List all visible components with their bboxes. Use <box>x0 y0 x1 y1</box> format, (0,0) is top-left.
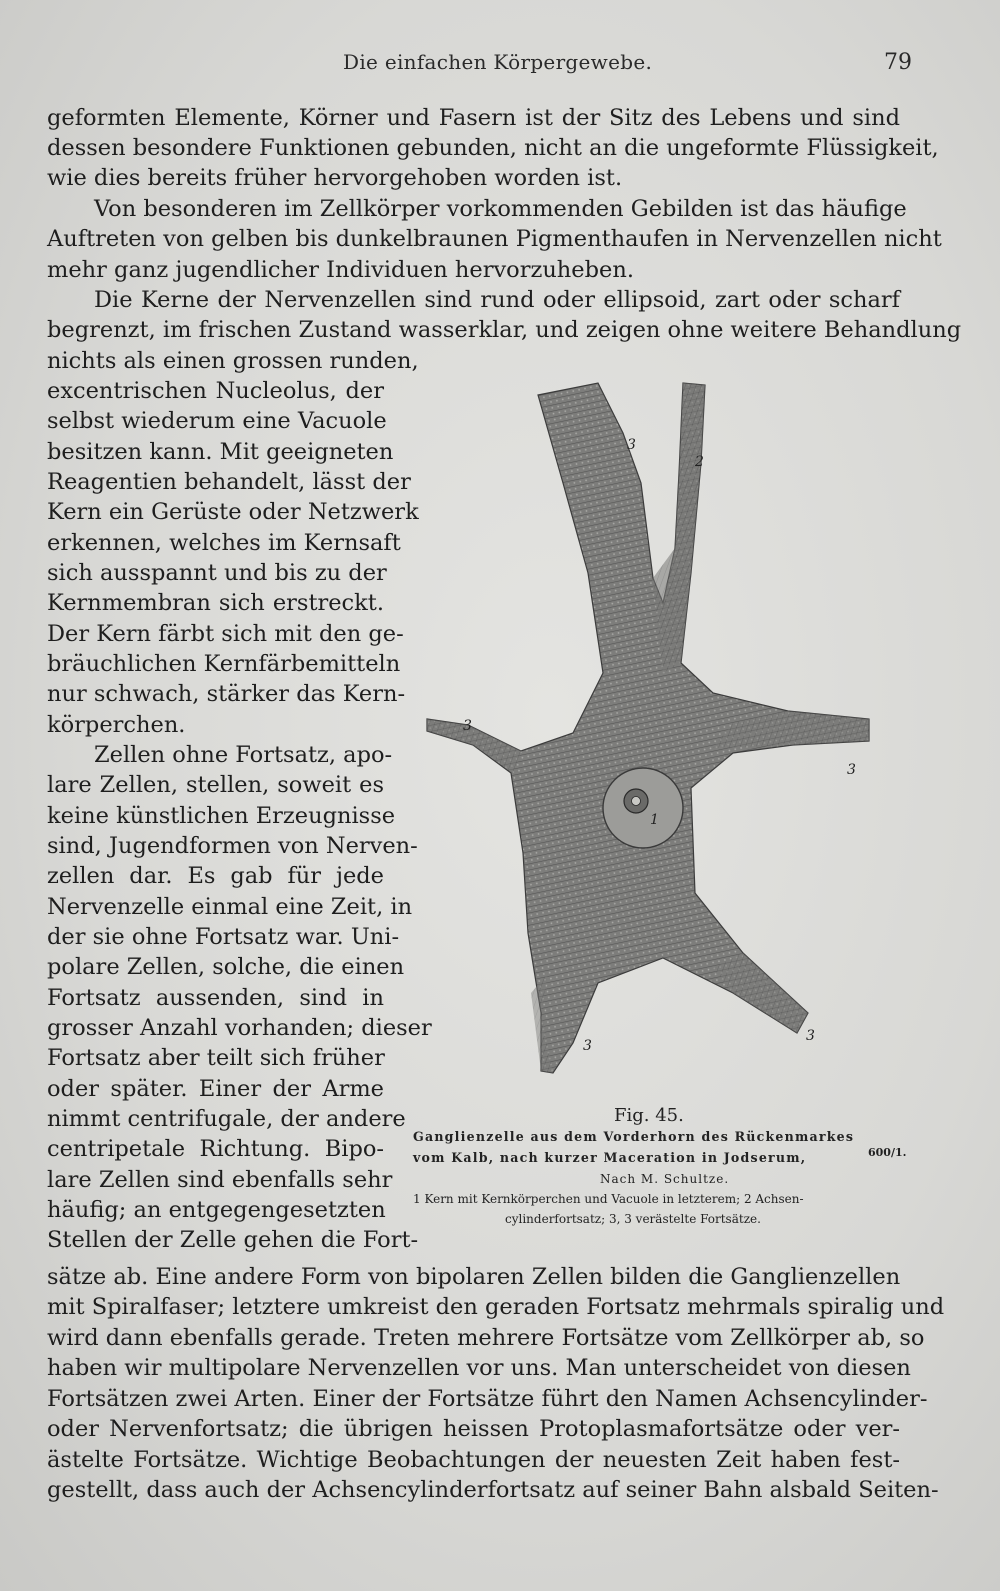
side-line: nichts als einen grossen runden, <box>47 348 419 374</box>
body-line: dessen besondere Funktionen gebunden, nicht an die ungeformte Flüssigkeit, <box>47 135 939 161</box>
body-line: wird dann ebenfalls gerade. Treten mehrere Fortsätze vom Zellkörper ab, so <box>47 1325 925 1351</box>
side-line: nur schwach, stärker das Kern- <box>47 681 406 707</box>
figure-caption-line: vom Kalb, nach kurzer Maceration in Jodserum, <box>413 1150 807 1165</box>
side-line: sind, Jugendformen von Nerven- <box>47 833 418 859</box>
body-line: Von besonderen im Zellkörper vorkommenden Gebilden ist das häufige <box>94 196 907 222</box>
side-line: oder später. Einer der Arme <box>47 1076 384 1102</box>
body-line: Die Kerne der Nervenzellen sind rund oder ellipsoid, zart oder scharf <box>94 287 900 313</box>
side-line: Nervenzelle einmal eine Zeit, in <box>47 894 413 920</box>
figure-magnification: 600/1. <box>868 1146 907 1159</box>
side-line: polare Zellen, solche, die einen <box>47 954 405 980</box>
side-line: keine künstlichen Erzeugnisse <box>47 803 396 829</box>
body-line: ästelte Fortsätze. Wichtige Beobachtungen der neuesten Zeit haben fest- <box>47 1447 900 1473</box>
body-line: wie dies bereits früher hervorgehoben worden ist. <box>47 165 623 191</box>
side-line: Der Kern färbt sich mit den ge- <box>47 621 404 647</box>
side-line: nimmt centrifugale, der andere <box>47 1106 406 1132</box>
side-line: der sie ohne Fortsatz war. Uni- <box>47 924 400 950</box>
figure-number: Fig. 45. <box>614 1105 684 1126</box>
side-line: excentrischen Nucleolus, der <box>47 378 384 404</box>
figure-label-branch-left: 3 <box>463 718 472 734</box>
side-line: Fortsatz aussenden, sind in <box>47 985 384 1011</box>
side-line: Fortsatz aber teilt sich früher <box>47 1045 385 1071</box>
side-line: grosser Anzahl vorhanden; dieser <box>47 1015 432 1041</box>
figure-label-branch-bottom-right: 3 <box>806 1028 815 1044</box>
figure-label-branch-right: 3 <box>847 762 856 778</box>
side-line: Kern ein Gerüste oder Netzwerk <box>47 499 419 525</box>
body-line: begrenzt, im frischen Zustand wasserklar, und zeigen ohne weitere Behandlung <box>47 317 962 343</box>
figure-label-nucleus: 1 <box>650 812 659 828</box>
figure-label-branch-top: 3 <box>627 437 636 453</box>
body-line: geformten Elemente, Körner und Fasern ist der Sitz des Lebens und sind <box>47 105 900 131</box>
body-line: oder Nervenfortsatz; die übrigen heissen Protoplasmafortsätze oder ver- <box>47 1416 900 1442</box>
figure-legend-line: 1 Kern mit Kernkörperchen und Vacuole in letzterem; 2 Achsen- <box>413 1192 804 1206</box>
body-line: Fortsätzen zwei Arten. Einer der Fortsätze führt den Namen Achsencylinder- <box>47 1386 928 1412</box>
figure-label-axon: 2 <box>695 454 704 470</box>
side-line: häufig; an entgegengesetzten <box>47 1197 386 1223</box>
side-line: körperchen. <box>47 712 186 738</box>
side-line: sich ausspannt und bis zu der <box>47 560 387 586</box>
side-line: centripetale Richtung. Bipo- <box>47 1136 384 1162</box>
figure-label-branch-bottom: 3 <box>583 1038 592 1054</box>
body-line: mit Spiralfaser; letztere umkreist den geraden Fortsatz mehrmals spiralig und <box>47 1294 945 1320</box>
side-line: zellen dar. Es gab für jede <box>47 863 384 889</box>
side-line: bräuchlichen Kernfärbemitteln <box>47 651 401 677</box>
side-line: lare Zellen sind ebenfalls sehr <box>47 1167 393 1193</box>
body-line: sätze ab. Eine andere Form von bipolaren Zellen bilden die Ganglienzellen <box>47 1264 901 1290</box>
side-line: Stellen der Zelle gehen die Fort- <box>47 1227 419 1253</box>
body-line: haben wir multipolare Nervenzellen vor uns. Man unterscheidet von diesen <box>47 1355 911 1381</box>
figure-attribution: Nach M. Schultze. <box>600 1172 730 1186</box>
side-line: besitzen kann. Mit geeigneten <box>47 439 394 465</box>
page-number: 79 <box>884 50 912 75</box>
body-line: mehr ganz jugendlicher Individuen hervorzuheben. <box>47 257 634 283</box>
side-line: lare Zellen, stellen, soweit es <box>47 772 384 798</box>
figure-caption-line: Ganglienzelle aus dem Vorderhorn des Rückenmarkes <box>413 1129 855 1144</box>
ganglion-cell-illustration <box>413 373 913 1103</box>
running-head: Die einfachen Körpergewebe. <box>343 50 653 74</box>
side-line: erkennen, welches im Kernsaft <box>47 530 401 556</box>
side-line: Zellen ohne Fortsatz, apo- <box>94 742 393 768</box>
side-line: selbst wiederum eine Vacuole <box>47 408 387 434</box>
body-line: gestellt, dass auch der Achsencylinderfortsatz auf seiner Bahn alsbald Seiten- <box>47 1477 939 1503</box>
body-line: Auftreten von gelben bis dunkelbraunen Pigmenthaufen in Nervenzellen nicht <box>47 226 942 252</box>
figure-legend-line: cylinderfortsatz; 3, 3 verästelte Fortsätze. <box>505 1212 761 1226</box>
side-line: Kernmembran sich erstreckt. <box>47 590 384 616</box>
side-line: Reagentien behandelt, lässt der <box>47 469 411 495</box>
